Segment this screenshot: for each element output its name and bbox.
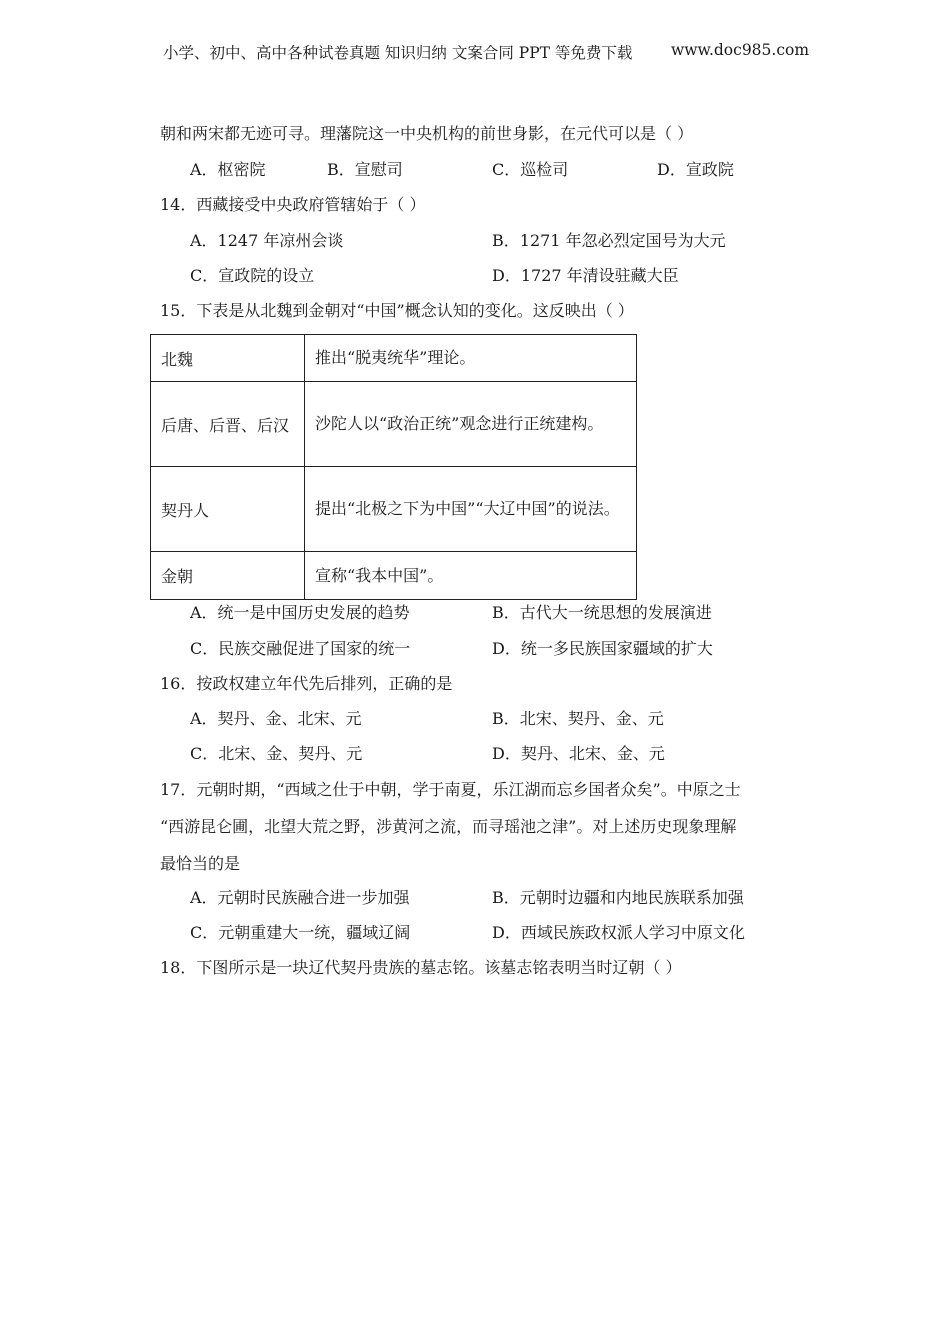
q15-option-a: A．统一是中国历史发展的趋势: [190, 603, 410, 622]
q16-option-a: A．契丹、金、北宋、元: [190, 709, 362, 728]
q15-option-b: B．古代大一统思想的发展演进: [492, 603, 712, 622]
q15-option-d: D．统一多民族国家疆域的扩大: [492, 639, 713, 658]
q14-option-d: D．1727 年清设驻藏大臣: [492, 266, 679, 285]
q16-option-b: B．北宋、契丹、金、元: [492, 709, 664, 728]
q17-stem-line3: 最恰当的是: [160, 854, 241, 873]
q16-option-c: C．北宋、金、契丹、元: [190, 744, 363, 763]
header-url[interactable]: www.doc985.com: [671, 41, 810, 59]
q15-option-c: C．民族交融促进了国家的统一: [190, 639, 411, 658]
q16-option-d: D．契丹、北宋、金、元: [492, 744, 665, 763]
table-row: [151, 382, 637, 467]
q17-option-b: B．元朝时边疆和内地民族联系加强: [492, 888, 744, 907]
table-row: [151, 467, 637, 552]
q14-option-a: A．1247 年凉州会谈: [190, 231, 344, 250]
q13-option-a: A．枢密院: [190, 160, 266, 179]
q17-option-d: D．西域民族政权派人学习中原文化: [492, 923, 745, 942]
q13-option-d: D．宣政院: [657, 160, 734, 179]
q18-stem: 18．下图所示是一块辽代契丹贵族的墓志铭。该墓志铭表明当时辽朝（ ）: [160, 958, 682, 977]
q14-option-b: B．1271 年忽必烈定国号为大元: [492, 231, 726, 250]
q14-stem: 14．西藏接受中央政府管辖始于（ ）: [160, 195, 426, 214]
q17-stem-line1: 17．元朝时期，“西域之仕于中朝，学于南夏，乐江湖而忘乡国者众矣”。中原之士: [160, 780, 741, 799]
q13-option-b: B．宣慰司: [327, 160, 403, 179]
q13-option-c: C．巡检司: [492, 160, 569, 179]
table-cell-period: 后唐、后晋、后汉: [151, 382, 305, 467]
table-cell-period: 契丹人: [151, 467, 305, 552]
table-cell-content: 推出“脱夷统华”理论。: [305, 335, 637, 382]
table-cell-period: 北魏: [151, 335, 305, 382]
q15-stem: 15．下表是从北魏到金朝对“中国”概念认知的变化。这反映出（ ）: [160, 301, 634, 320]
q17-option-a: A．元朝时民族融合进一步加强: [190, 888, 410, 907]
table-row: [151, 552, 637, 600]
table-row: [151, 335, 637, 382]
table-cell-content: 沙陀人以“政治正统”观念进行正统建构。: [305, 382, 637, 467]
q14-option-c: C．宣政院的设立: [190, 266, 315, 285]
q17-stem-line2: “西游昆仑圃，北望大荒之野，涉黄河之流，而寻瑶池之津”。对上述历史现象理解: [160, 817, 737, 836]
table-cell-content: 宣称“我本中国”。: [305, 552, 637, 600]
table-cell-content: 提出“北极之下为中国”“大辽中国”的说法。: [305, 467, 637, 552]
q13-stem-continued: 朝和两宋都无迹可寻。理藩院这一中央机构的前世身影，在元代可以是（ ）: [160, 124, 694, 143]
q16-stem: 16．按政权建立年代先后排列，正确的是: [160, 674, 453, 693]
header-text: 小学、初中、高中各种试卷真题 知识归纳 文案合同 PPT 等免费下载: [163, 44, 633, 62]
page-header: [163, 41, 810, 63]
q15-table: [150, 334, 637, 600]
q17-option-c: C．元朝重建大一统，疆域辽阔: [190, 923, 411, 942]
table-cell-period: 金朝: [151, 552, 305, 600]
